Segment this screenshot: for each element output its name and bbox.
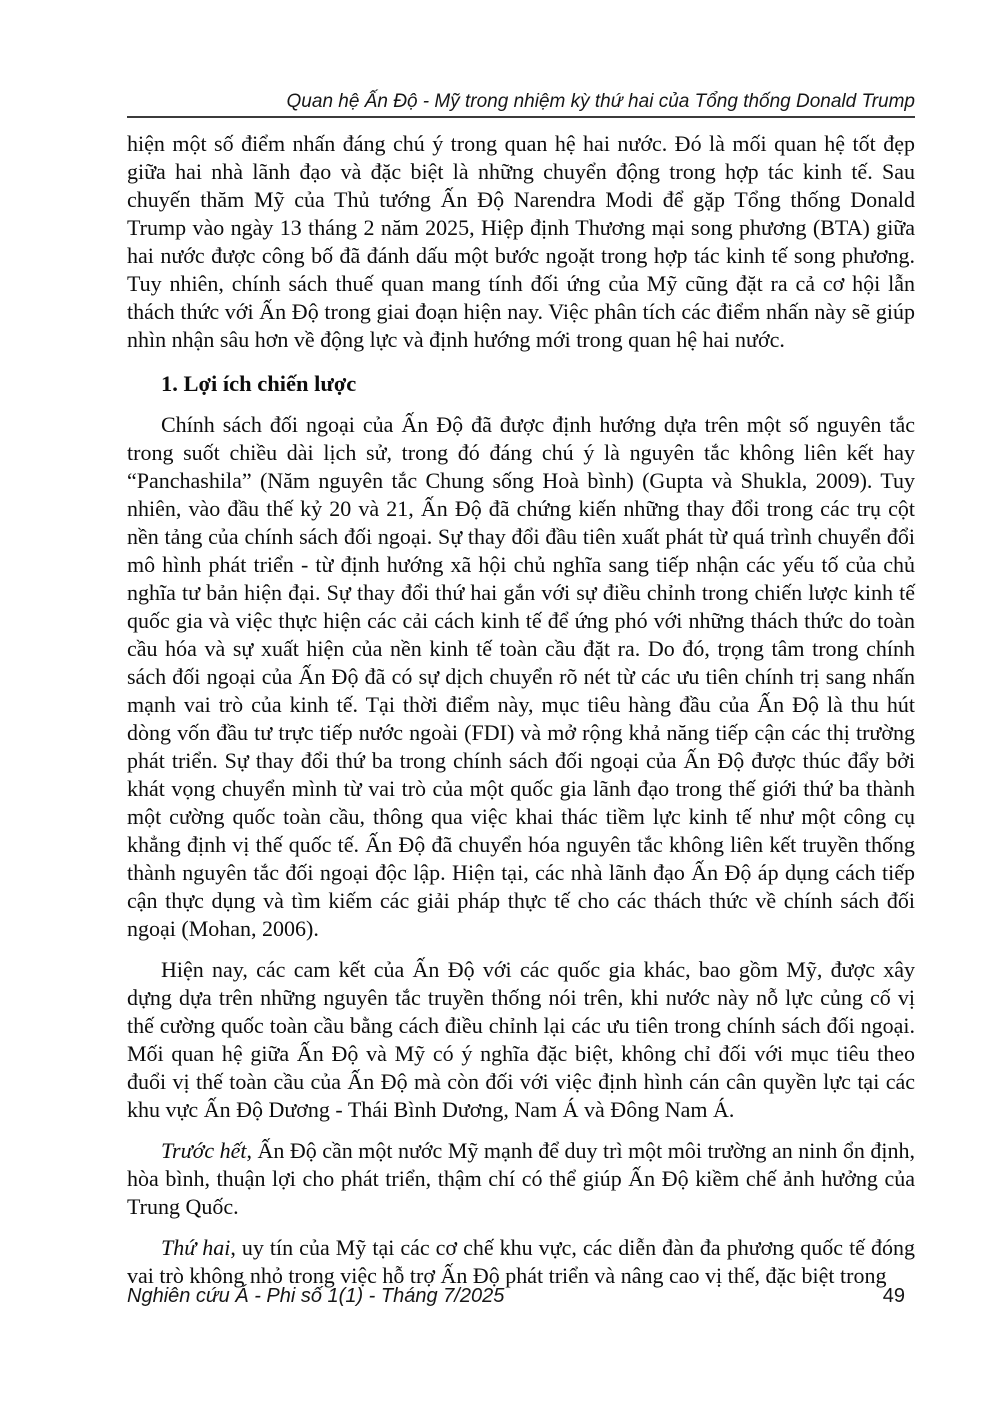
second-point-text: , uy tín của Mỹ tại các cơ chế khu vực, các diễn đàn đa phương quốc tế đóng vai trò không nhỏ trong việc hỗ trợ Ấn Độ phát triển và nâng cao vị thế, đặc biệt trong	[127, 1235, 915, 1288]
second-point-lead: Thứ hai	[161, 1235, 231, 1260]
page-header	[127, 90, 915, 118]
running-title: Quan hệ Ấn Độ - Mỹ trong nhiệm kỳ thứ hai của Tổng thống Donald Trump	[286, 91, 915, 112]
first-point-lead: Trước hết	[161, 1138, 247, 1163]
paragraph-intro-continuation: hiện một số điểm nhấn đáng chú ý trong quan hệ hai nước. Đó là mối quan hệ tốt đẹp giữa hai nhà lãnh đạo và đặc biệt là những chuyển động trong hợp tác kinh tế. Sau chuyến thăm Mỹ của Thủ tướng Ấn Độ Narendra Modi để gặp Tổng thống Donald Trump vào ngày 13 tháng 2 năm 2025, Hiệp định Thương mại song phương (BTA) giữa hai nước được công bố đã đánh dấu một bước ngoặt trong hợp tác kinh tế song phương. Tuy nhiên, chính sách thuế quan mang tính đối ứng của Mỹ cũng đặt ra cả cơ hội lẫn thách thức với Ấn Độ trong giai đoạn hiện nay. Việc phân tích các điểm nhấn này sẽ giúp nhìn nhận sâu hơn về động lực và định hướng mới trong quan hệ hai nước.	[127, 131, 915, 352]
first-point-text: , Ấn Độ cần một nước Mỹ mạnh để duy trì một môi trường an ninh ổn định, hòa bình, thuận lợi cho phát triển, thậm chí có thể giúp Ấn Độ kiềm chế ảnh hưởng của Trung Quốc.	[127, 1138, 916, 1219]
page-footer	[127, 1285, 915, 1308]
section-heading-strategic-interests: 1. Lợi ích chiến lược	[161, 371, 357, 396]
header-rule	[127, 116, 915, 118]
article-body	[127, 130, 915, 1303]
page-number: 49	[882, 1285, 905, 1307]
journal-issue-info: Nghiên cứu Á - Phi số 1(1) - Tháng 7/2025	[127, 1285, 505, 1307]
paragraph-current-commitments: Hiện nay, các cam kết của Ấn Độ với các quốc gia khác, bao gồm Mỹ, được xây dựng dựa trên những nguyên tắc truyền thống nói trên, khi nước này nỗ lực củng cố vị thế cường quốc toàn cầu bằng cách điều chỉnh lại các ưu tiên trong chính sách đối ngoại. Mối quan hệ giữa Ấn Độ và Mỹ có ý nghĩa đặc biệt, không chỉ đối với mục tiêu theo đuổi vị thế toàn cầu của Ấn Độ mà còn đối với việc định hình cán cân quyền lực tại các khu vực Ấn Độ Dương - Thái Bình Dương, Nam Á và Đông Nam Á.	[127, 957, 915, 1122]
paragraph-second-point	[127, 1234, 915, 1290]
paragraph-foreign-policy-principles: Chính sách đối ngoại của Ấn Độ đã được định hướng dựa trên một số nguyên tắc trong suốt chiều dài lịch sử, trong đó đáng chú ý là nguyên tắc không liên kết hay “Panchashila” (Năm nguyên tắc Chung sống Hoà bình) (Gupta và Shukla, 2009). Tuy nhiên, vào đầu thế kỷ 20 và 21, Ấn Độ đã chứng kiến những thay đổi trong các trụ cột nền tảng của chính sách đối ngoại. Sự thay đổi đầu tiên xuất phát từ quá trình chuyển đổi mô hình phát triển - từ định hướng xã hội chủ nghĩa sang tiếp nhận các yếu tố của chủ nghĩa tư bản hiện đại. Sự thay đổi thứ hai gắn với sự điều chỉnh trong chiến lược kinh tế quốc gia và việc thực hiện các cải cách kinh tế để ứng phó với những thách thức do toàn cầu hóa và sự xuất hiện của nền kinh tế toàn cầu đặt ra. Do đó, trọng tâm trong chính sách đối ngoại của Ấn Độ đã có sự dịch chuyển rõ nét từ các ưu tiên chính trị sang nhấn mạnh vai trò của kinh tế. Tại thời điểm này, mục tiêu hàng đầu của Ấn Độ là thu hút dòng vốn đầu tư trực tiếp nước ngoài (FDI) và mở rộng khả năng tiếp cận các thị trường phát triển. Sự thay đổi thứ ba trong chính sách đối ngoại của Ấn Độ được thúc đẩy bởi khát vọng chuyển mình từ vai trò của một quốc gia lãnh đạo trong thế giới thứ ba thành một cường quốc toàn cầu, thông qua việc khai thác tiềm lực kinh tế như một công cụ khẳng định vị thế quốc tế. Ấn Độ đã chuyển hóa nguyên tắc không liên kết truyền thống thành nguyên tắc đối ngoại độc lập. Hiện tại, các nhà lãnh đạo Ấn Độ áp dụng cách tiếp cận thực dụng và tìm kiếm các giải pháp thực tế cho các thách thức về chính sách đối ngoại (Mohan, 2006).	[127, 412, 915, 941]
paragraph-first-point	[127, 1137, 915, 1221]
